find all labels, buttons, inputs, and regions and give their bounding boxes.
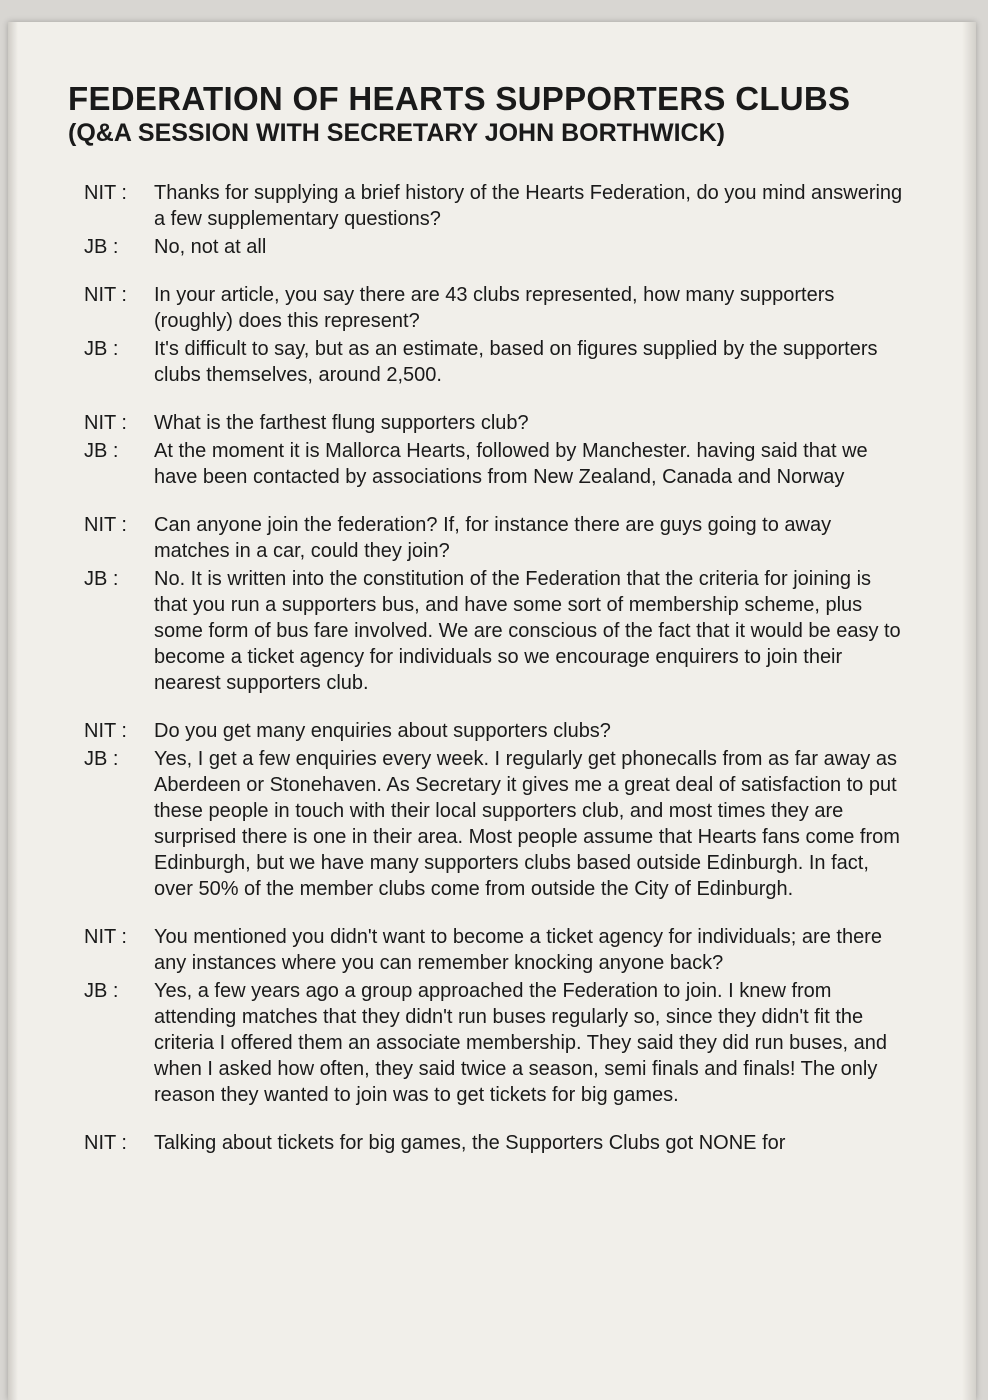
document-page <box>8 22 976 1400</box>
qa-entry <box>68 566 916 696</box>
page-title: FEDERATION OF HEARTS SUPPORTERS CLUBS <box>68 80 851 117</box>
qa-entry <box>68 410 916 436</box>
qa-entry <box>68 1130 916 1156</box>
qa-entry <box>68 924 916 976</box>
entry-text: Can anyone join the federation? If, for instance there are guys going to away matches in a car, could they join? <box>154 514 832 562</box>
qa-entry <box>68 282 916 334</box>
page-edge <box>962 22 976 1400</box>
entry-text: Yes, a few years ago a group approached the Federation to join. I knew from attending matches that they didn't run buses regularly so, since they didn't fit the criteria I offered them an associate membership. They said they did run buses, and when I asked how often, they said twice a season, semi finals and finals! The only reason they wanted to join was to get tickets for big games. <box>154 980 887 1106</box>
qa-entry <box>68 180 916 232</box>
speaker-label: NIT : <box>84 182 127 204</box>
speaker-label: JB : <box>84 338 119 360</box>
entry-text: At the moment it is Mallorca Hearts, followed by Manchester. having said that we have been contacted by associations from New Zealand, Canada and Norway <box>154 440 868 488</box>
speaker-label: JB : <box>84 748 119 770</box>
page-subtitle: (Q&A SESSION WITH SECRETARY JOHN BORTHWICK) <box>68 119 725 147</box>
speaker-label: NIT : <box>84 284 127 306</box>
entry-text: Thanks for supplying a brief history of the Hearts Federation, do you mind answering a few supplementary questions? <box>154 182 903 230</box>
speaker-label: JB : <box>84 440 119 462</box>
entry-text: No. It is written into the constitution of the Federation that the criteria for joining is that you run a supporters bus, and have some sort of membership scheme, plus some form of bus fare involved. We are conscious of the fact that it would be easy to become a ticket agency for individuals so we encourage enquirers to join their nearest supporters club. <box>154 568 901 694</box>
speaker-label: NIT : <box>84 412 127 434</box>
speaker-label: JB : <box>84 236 119 258</box>
entry-text: Do you get many enquiries about supporters clubs? <box>154 720 611 742</box>
entry-text: Yes, I get a few enquiries every week. I regularly get phonecalls from as far away as Aberdeen or Stonehaven. As Secretary it gives me a great deal of satisfaction to put these people in touch with their local supporters club, and most times they are surprised there is one in their area. Most people assume that Hearts fans come from Edinburgh, but we have many supporters clubs based outside Edinburgh. In fact, over 50% of the member clubs come from outside the City of Edinburgh. <box>154 748 900 900</box>
speaker-label: JB : <box>84 980 119 1002</box>
entry-text: In your article, you say there are 43 clubs represented, how many supporters (roughly) does this represent? <box>154 284 835 332</box>
speaker-label: NIT : <box>84 926 127 948</box>
qa-entry <box>68 512 916 564</box>
qa-entry <box>68 978 916 1108</box>
qa-entry <box>68 336 916 388</box>
speaker-label: NIT : <box>84 1132 127 1154</box>
qa-entry <box>68 746 916 902</box>
entry-text: You mentioned you didn't want to become a ticket agency for individuals; are there any instances where you can remember knocking anyone back? <box>154 926 882 974</box>
article <box>68 80 916 1158</box>
entry-text: No, not at all <box>154 236 267 258</box>
qa-entry <box>68 438 916 490</box>
speaker-label: JB : <box>84 568 119 590</box>
qa-entry <box>68 234 916 260</box>
entry-text: Talking about tickets for big games, the Supporters Clubs got NONE for <box>154 1132 786 1154</box>
entry-text: What is the farthest flung supporters club? <box>154 412 529 434</box>
qa-entry <box>68 718 916 744</box>
speaker-label: NIT : <box>84 514 127 536</box>
speaker-label: NIT : <box>84 720 127 742</box>
entry-text: It's difficult to say, but as an estimate, based on figures supplied by the supporters clubs themselves, around 2,500. <box>154 338 878 386</box>
